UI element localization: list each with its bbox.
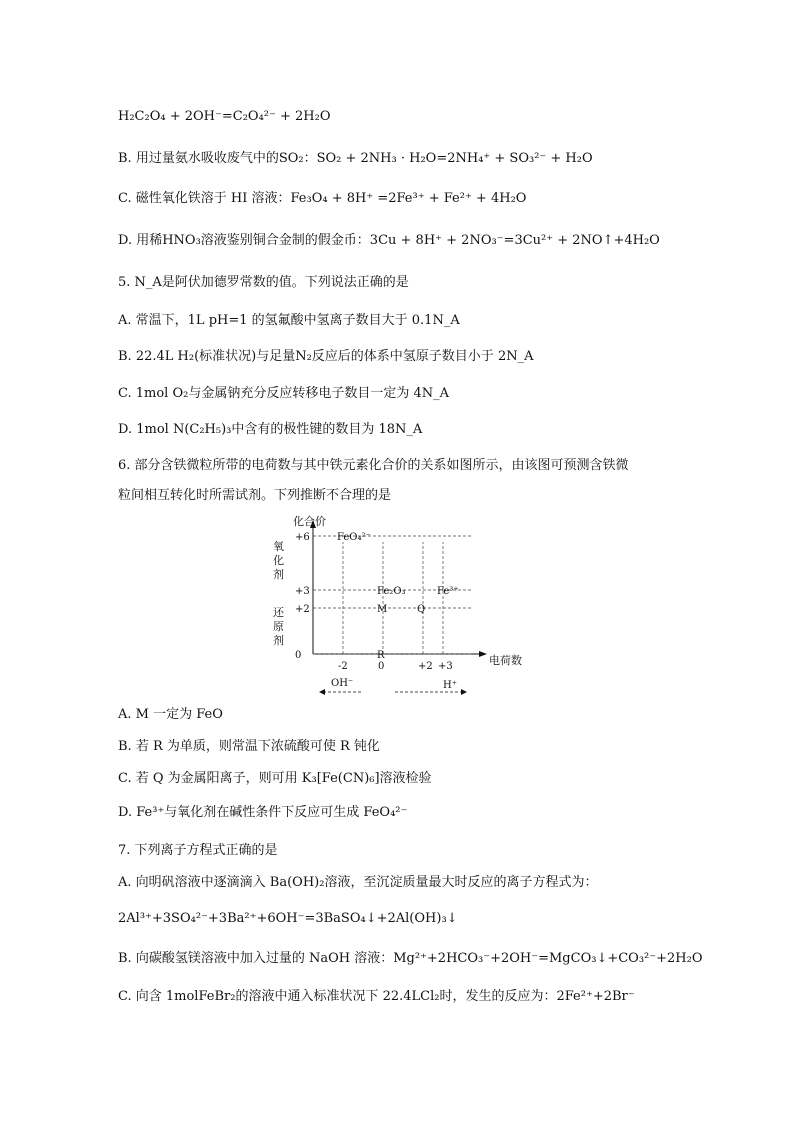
option-5b: B. 22.4L H₂(标准状况)与足量N₂反应后的体系中氢原子数目小于 2N_A [118,349,534,364]
y-tick-label: +2 [295,604,310,615]
y-tick-label: +3 [295,586,310,597]
y-axis-label: 化合价 [293,515,326,528]
point-label: FeO₄²⁻ [337,532,371,543]
y-tick-label: 0 [295,650,302,661]
point-label: M [377,604,388,615]
option-6b: B. 若 R 为单质，则常温下浓硫酸可使 R 钝化 [118,739,380,754]
point-label: R [377,650,385,661]
question-5-stem: 5. N_A是阿伏加德罗常数的值。下列说法正确的是 [118,275,409,290]
iron-valence-chart [255,512,535,698]
option-7a: A. 向明矾溶液中逐滴滴入 Ba(OH)₂溶液，至沉淀质量最大时反应的离子方程式为： [118,875,598,890]
option-6a: A. M 一定为 FeO [118,707,223,722]
oh-arrowhead [319,689,325,695]
point-label: Fe₂O₃ [377,586,406,597]
option-6d: D. Fe³⁺与氧化剂在碱性条件下反应可生成 FeO₄²⁻ [118,805,408,820]
option-7a-equation: 2Al³⁺+3SO₄²⁻+3Ba²⁺+6OH⁻=3BaSO₄↓+2Al(OH)₃↓ [118,911,458,926]
x-tick-label: -2 [338,661,348,672]
x-tick-label: +2 [418,661,433,672]
option-6c: C. 若 Q 为金属阳离子，则可用 K₃[Fe(CN)₆]溶液检验 [118,771,432,786]
option-7b: B. 向碳酸氢镁溶液中加入过量的 NaOH 溶液：Mg²⁺+2HCO₃⁻+2OH⁻=MgCO₃↓+CO₃²⁻+2H₂O [118,951,703,966]
option-4a-equation: H₂C₂O₄ + 2OH⁻=C₂O₄²⁻ + 2H₂O [118,109,331,124]
option-5c: C. 1mol O₂与金属钠充分反应转移电子数目一定为 4N_A [118,386,449,401]
option-4b: B. 用过量氨水吸收废气中的SO₂：SO₂ + 2NH₃ · H₂O=2NH₄⁺ + SO₃²⁻ + H₂O [118,151,593,166]
question-6-stem-line2: 粒间相互转化时所需试剂。下列推断不合理的是 [118,488,392,503]
point-label: Fe³⁺ [437,586,459,597]
option-5a: A. 常温下，1L pH=1 的氢氟酸中氢离子数目大于 0.1N_A [118,313,460,328]
y-tick-label: +6 [295,532,310,543]
x-tick-label: +3 [438,661,453,672]
option-4c: C. 磁性氧化铁溶于 HI 溶液：Fe₃O₄ + 8H⁺ =2Fe³⁺ + Fe²⁺ + 4H₂O [118,191,527,206]
h-arrowhead [461,689,467,695]
h-label: H⁺ [443,680,457,691]
option-7c: C. 向含 1molFeBr₂的溶液中通入标准状况下 22.4LCl₂时，发生的反应为：2Fe²⁺+2Br⁻ [118,989,635,1004]
option-5d: D. 1mol N(C₂H₅)₃中含有的极性键的数目为 18N_A [118,422,423,437]
reductant-label: 还原剂 [273,606,284,647]
option-4d: D. 用稀HNO₃溶液鉴别铜合金制的假金币：3Cu + 8H⁺ + 2NO₃⁻=3Cu²⁺ + 2NO↑+4H₂O [118,233,660,248]
oxidant-label: 氧化剂 [273,540,284,581]
oh-label: OH⁻ [331,678,354,689]
question-6-stem-line1: 6. 部分含铁微粒所带的电荷数与其中铁元素化合价的关系如图所示，由该图可预测含铁微 [118,458,629,473]
x-axis-arrow [479,651,487,657]
question-7-stem: 7. 下列离子方程式正确的是 [118,843,278,858]
point-label: Q [417,604,426,615]
x-axis-label: 电荷数 [489,654,522,667]
x-tick-label: 0 [378,661,385,672]
